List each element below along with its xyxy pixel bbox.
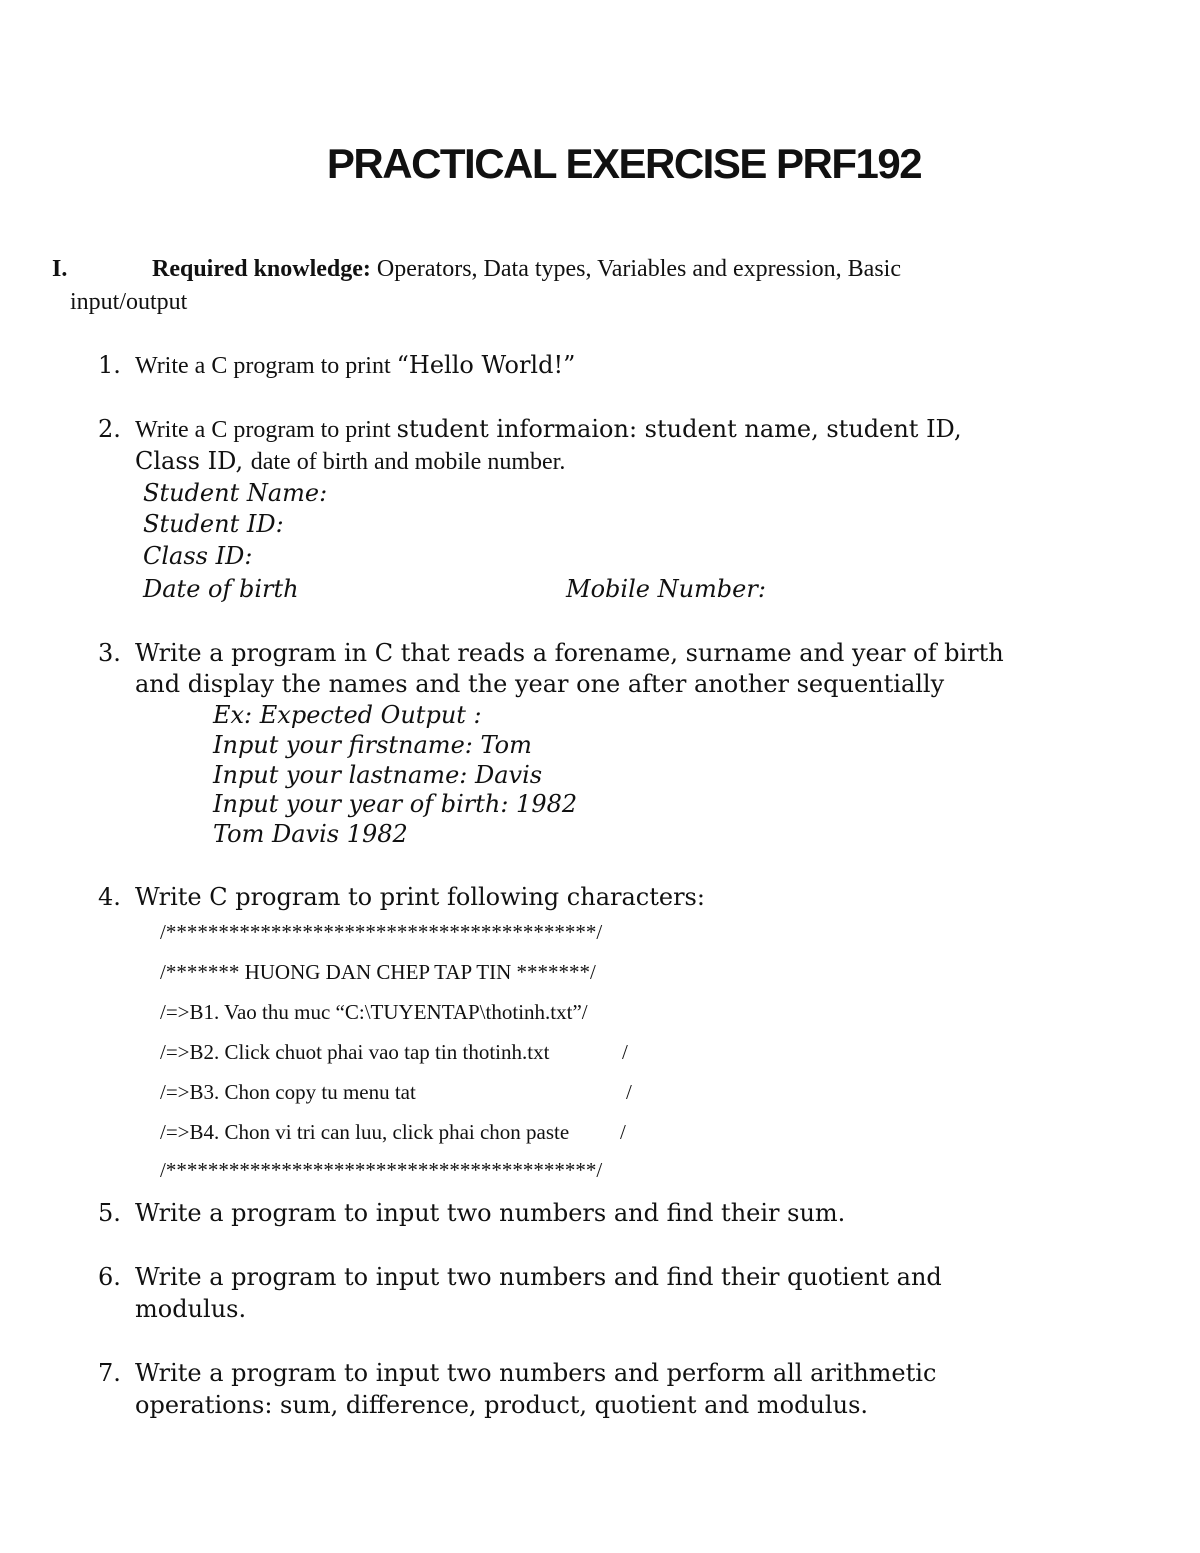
exercise-7-line1: Write a program to input two numbers and perform all arithmetic <box>135 1359 937 1387</box>
exercise-7-line2: operations: sum, difference, product, quotient and modulus. <box>135 1391 869 1419</box>
item-number: 3. <box>98 639 121 667</box>
box-line-tail: / <box>622 1040 628 1064</box>
section-topics-continued: input/output <box>70 289 188 315</box>
example-line: Input your year of birth: 1982 <box>213 790 578 818</box>
exercise-1: Write a C program to print “Hello World!” <box>135 351 576 379</box>
section-topics: Operators, Data types, Variables and expression, Basic <box>376 256 901 282</box>
exercise-3-line2: and display the names and the year one after another sequentially <box>135 670 945 698</box>
item-number: 4. <box>98 883 121 911</box>
example-line: Input your lastname: Davis <box>213 761 543 789</box>
example-line: Ex: Expected Output : <box>213 701 482 729</box>
section-numeral: I. <box>52 256 68 282</box>
section-label: Required knowledge: <box>152 256 371 282</box>
item-number: 1. <box>98 351 121 379</box>
example-line: Tom Davis 1982 <box>213 820 408 848</box>
item-number: 6. <box>98 1263 121 1291</box>
field-mobile-number: Mobile Number: <box>566 575 766 603</box>
example-line: Input your firstname: Tom <box>213 731 532 759</box>
box-line: /=>B4. Chon vi tri can luu, click phai chon paste <box>160 1120 570 1144</box>
exercise-3-line1: Write a program in C that reads a forename, surname and year of birth <box>135 639 1004 667</box>
box-line: /******* HUONG DAN CHEP TAP TIN *******/ <box>160 960 596 984</box>
box-line: /=>B3. Chon copy tu menu tat <box>160 1080 416 1104</box>
field-date-of-birth: Date of birth <box>143 575 299 603</box>
box-line: /=>B1. Vao thu muc “C:\TUYENTAP\thotinh.txt”/ <box>160 1000 588 1024</box>
exercise-6-line2: modulus. <box>135 1295 247 1323</box>
box-line: /*****************************************/ <box>160 920 603 944</box>
item-number: 2. <box>98 415 121 443</box>
box-line-tail: / <box>626 1080 632 1104</box>
field-student-id: Student ID: <box>143 510 284 538</box>
exercise-2-line1: Write a C program to print student informaion: student name, student ID, <box>135 415 962 443</box>
box-line-tail: / <box>620 1120 626 1144</box>
box-line: /*****************************************/ <box>160 1158 603 1182</box>
section-heading <box>152 256 901 283</box>
exercise-6-line1: Write a program to input two numbers and find their quotient and <box>135 1263 942 1291</box>
field-class-id: Class ID: <box>143 542 253 570</box>
exercise-2-line2: Class ID, date of birth and mobile number. <box>135 447 566 475</box>
exercise-5-line1: Write a program to input two numbers and find their sum. <box>135 1199 846 1227</box>
box-line: /=>B2. Click chuot phai vao tap tin thotinh.txt <box>160 1040 550 1064</box>
item-number: 7. <box>98 1359 121 1387</box>
field-student-name: Student Name: <box>143 479 328 507</box>
page-title: PRACTICAL EXERCISE PRF192 <box>326 140 922 187</box>
exercise-4-line1: Write C program to print following characters: <box>135 883 705 911</box>
item-number: 5. <box>98 1199 121 1227</box>
